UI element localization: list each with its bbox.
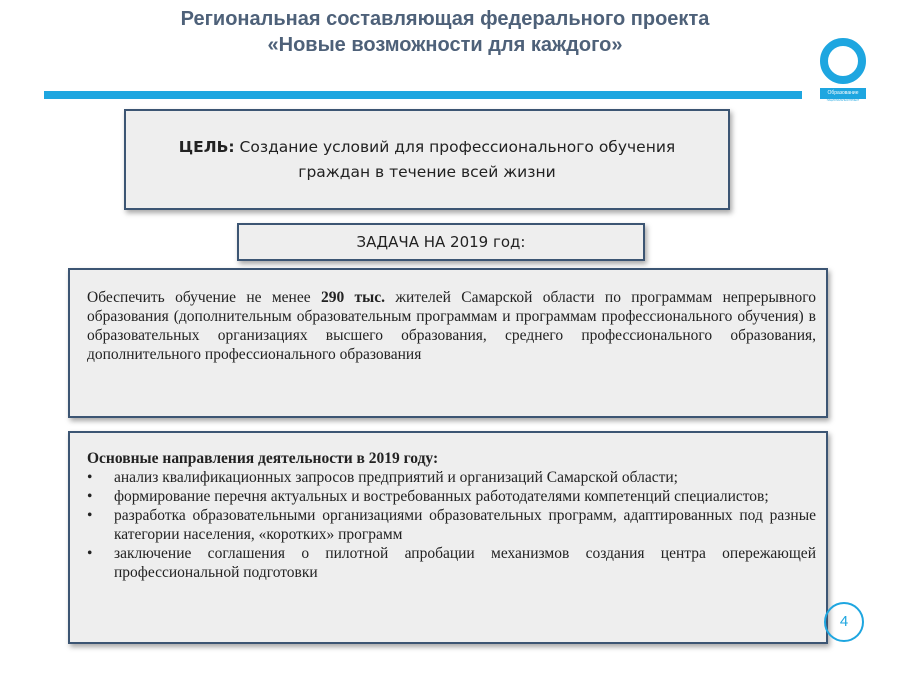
goal-box bbox=[124, 109, 730, 210]
bullet-icon: • bbox=[87, 545, 93, 562]
list-item-text: анализ квалификационных запросов предприятий и организаций Самарской области; bbox=[114, 469, 678, 486]
list-item-text: формирование перечня актуальных и востребованных работодателями компетенций специалистов; bbox=[114, 488, 769, 505]
goal-label: ЦЕЛЬ: bbox=[178, 138, 235, 156]
task-heading: ЗАДАЧА НА 2019 год: bbox=[356, 233, 526, 251]
logo-subcaption: НАЦИОНАЛЬНЫЙ ПРОЕКТ bbox=[826, 99, 860, 102]
bullet-icon: • bbox=[87, 488, 93, 505]
slide-title bbox=[60, 6, 830, 58]
list-item-text: разработка образовательными организациями образовательных программ, адаптированных под разные категории населения, «коротких» программ bbox=[114, 507, 816, 543]
list-item bbox=[87, 506, 816, 544]
directions-list bbox=[87, 468, 816, 582]
bullet-icon: • bbox=[87, 507, 93, 524]
directions-heading: Основные направления деятельности в 2019 году: bbox=[87, 450, 439, 467]
directions-box bbox=[68, 431, 828, 644]
task-heading-box bbox=[237, 223, 645, 261]
slide-title-line2: «Новые возможности для каждого» bbox=[267, 34, 623, 56]
goal-text-line1: Создание условий для профессионального обучения bbox=[234, 138, 676, 156]
task-box bbox=[68, 268, 828, 418]
page-number: 4 bbox=[824, 602, 864, 642]
list-item bbox=[87, 544, 816, 582]
slide-title-line1: Региональная составляющая федерального проекта bbox=[180, 8, 710, 30]
task-text-end: жителей Самарской области по программам непрерывного образования (дополнительным образовательным программам и программам профессионального обучения) в образовательных организациях высшего образования, среднего профессионального образования, дополнительного профессионального образования bbox=[87, 289, 816, 363]
list-item bbox=[87, 468, 816, 487]
education-project-logo bbox=[818, 38, 868, 104]
task-text-start: Обеспечить обучение не менее bbox=[87, 289, 321, 306]
bullet-icon: • bbox=[87, 469, 93, 486]
title-underline-bar bbox=[44, 91, 802, 99]
ring-icon bbox=[820, 38, 866, 84]
list-item bbox=[87, 487, 816, 506]
list-item-text: заключение соглашения о пилотной апробации механизмов создания центра опережающей профессиональной подготовки bbox=[114, 545, 816, 581]
task-highlight: 290 тыс. bbox=[320, 289, 385, 306]
logo-caption: Образование bbox=[820, 88, 866, 99]
goal-text-line2: граждан в течение всей жизни bbox=[298, 163, 556, 181]
